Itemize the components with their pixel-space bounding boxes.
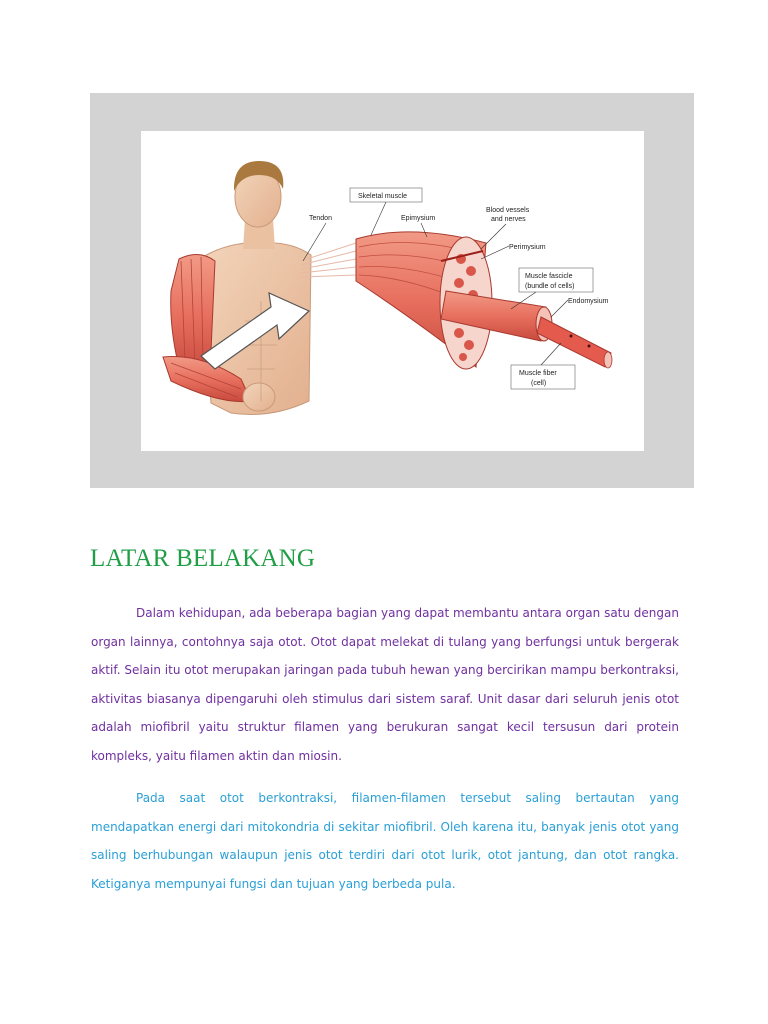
label-fascicle: Muscle fascicle bbox=[525, 273, 573, 280]
muscle-fiber bbox=[537, 317, 612, 368]
label-endomysium: Endomysium bbox=[568, 298, 609, 305]
muscle-illustration bbox=[141, 131, 644, 451]
label-nerves: and nerves bbox=[491, 216, 526, 223]
label-skeletal-muscle: Skeletal muscle bbox=[358, 193, 408, 200]
section-heading: LATAR BELAKANG bbox=[90, 545, 316, 572]
label-blood-vessels: Blood vessels bbox=[486, 207, 530, 214]
label-fiber: Muscle fiber bbox=[519, 370, 557, 377]
paragraph-1: Dalam kehidupan, ada beberapa bagian yang dapat membantu antara organ satu dengan organ lainnya, contohnya saja otot. Otot dapat melekat di tulang yang berfungsi untuk bergerak aktif. Selain itu otot merupakan jaringan pada tubuh hewan yang bercirikan mampu berkontraksi, aktivitas biasanya dipengaruhi oleh stimulus dari sistem saraf. Unit dasar dari seluruh jenis otot adalah miofibril yaitu struktur filamen yang berukuran sangat kecil tersusun dari protein kompleks, yaitu filamen aktin dan miosin. bbox=[91, 606, 679, 763]
paragraph-2: Pada saat otot berkontraksi, filamen-filamen tersebut saling bertautan yang mendapatkan energi dari mitokondria di sekitar miofibril. Oleh karena itu, banyak jenis otot yang saling berhubungan walaupun jenis otot terdiri dari otot lurik, otot jantung, dan otot rangka. Ketiganya mempunyai fungsi dan tujuan yang berbeda pula. bbox=[91, 791, 679, 891]
human-figure bbox=[163, 161, 311, 415]
figure-frame bbox=[90, 93, 694, 488]
label-tendon: Tendon bbox=[309, 215, 332, 222]
label-perimysium: Perimysium bbox=[509, 244, 546, 251]
label-fascicle-note: (bundle of cells) bbox=[525, 283, 575, 290]
label-epimysium: Epimysium bbox=[401, 215, 436, 222]
label-fiber-note: (cell) bbox=[531, 380, 547, 387]
muscle-diagram bbox=[141, 131, 644, 451]
